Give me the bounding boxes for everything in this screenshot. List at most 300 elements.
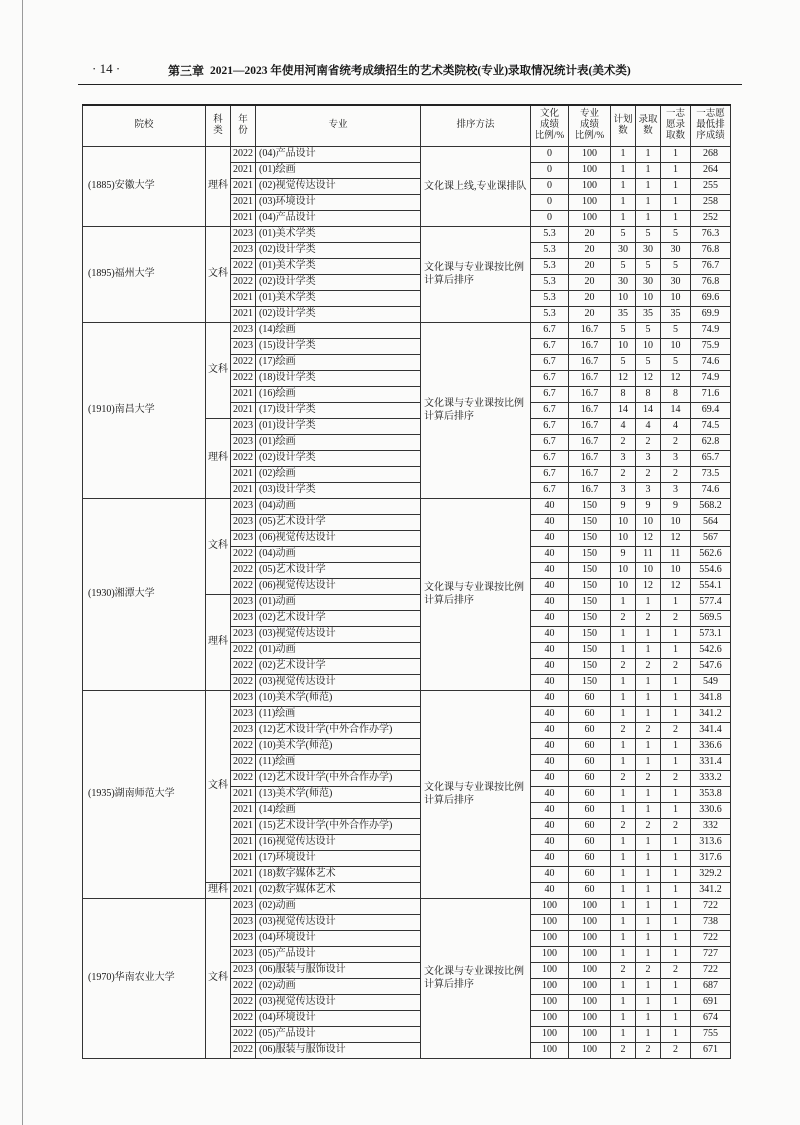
cell-major-ratio: 100 (569, 1010, 611, 1026)
cell-min-score: 738 (691, 914, 731, 930)
cell-major-ratio: 60 (569, 834, 611, 850)
cell-school: (1885)安徽大学 (83, 146, 206, 226)
cell-year: 2021 (231, 402, 256, 418)
cell-admitted: 2 (636, 770, 661, 786)
cell-culture-ratio: 5.3 (531, 274, 569, 290)
cell-major-ratio: 100 (569, 210, 611, 226)
cell-culture-ratio: 40 (531, 866, 569, 882)
cell-plan: 1 (611, 738, 636, 754)
cell-culture-ratio: 40 (531, 818, 569, 834)
header-major-ratio: 专业 成绩 比例/% (569, 105, 611, 146)
cell-admitted: 2 (636, 658, 661, 674)
cell-plan: 1 (611, 146, 636, 162)
cell-first-choice: 2 (661, 658, 691, 674)
cell-admitted: 1 (636, 898, 661, 914)
cell-admitted: 1 (636, 690, 661, 706)
cell-plan: 1 (611, 594, 636, 610)
cell-method: 文化课与专业课按比例计算后排序 (421, 498, 531, 690)
cell-year: 2021 (231, 786, 256, 802)
cell-first-choice: 12 (661, 530, 691, 546)
cell-min-score: 687 (691, 978, 731, 994)
cell-first-choice: 1 (661, 626, 691, 642)
cell-plan: 1 (611, 946, 636, 962)
cell-culture-ratio: 40 (531, 642, 569, 658)
cell-major: (01)动画 (256, 594, 421, 610)
cell-admitted: 11 (636, 546, 661, 562)
cell-plan: 8 (611, 386, 636, 402)
header-year: 年 份 (231, 105, 256, 146)
cell-plan: 1 (611, 754, 636, 770)
cell-major-ratio: 150 (569, 514, 611, 530)
cell-plan: 5 (611, 226, 636, 242)
cell-major-ratio: 16.7 (569, 354, 611, 370)
cell-admitted: 1 (636, 706, 661, 722)
cell-year: 2023 (231, 530, 256, 546)
header-rule (78, 84, 742, 85)
cell-admitted: 5 (636, 258, 661, 274)
cell-major: (11)绘画 (256, 754, 421, 770)
cell-major: (13)美术学(师范) (256, 786, 421, 802)
cell-major: (01)绘画 (256, 162, 421, 178)
cell-admitted: 1 (636, 914, 661, 930)
cell-culture-ratio: 5.3 (531, 290, 569, 306)
cell-category: 理科 (206, 594, 231, 690)
cell-first-choice: 35 (661, 306, 691, 322)
cell-first-choice: 1 (661, 178, 691, 194)
cell-culture-ratio: 40 (531, 770, 569, 786)
cell-year: 2023 (231, 434, 256, 450)
cell-admitted: 1 (636, 178, 661, 194)
cell-first-choice: 2 (661, 1042, 691, 1058)
cell-culture-ratio: 40 (531, 498, 569, 514)
cell-year: 2023 (231, 930, 256, 946)
cell-admitted: 5 (636, 226, 661, 242)
cell-admitted: 2 (636, 962, 661, 978)
cell-year: 2023 (231, 514, 256, 530)
cell-min-score: 74.9 (691, 322, 731, 338)
cell-plan: 3 (611, 482, 636, 498)
cell-admitted: 12 (636, 370, 661, 386)
cell-major: (01)美术学类 (256, 290, 421, 306)
cell-plan: 2 (611, 1042, 636, 1058)
cell-culture-ratio: 40 (531, 786, 569, 802)
page-title: 2021—2023 年使用河南省统考成绩招生的艺术类院校(专业)录取情况统计表(美术类) (210, 65, 631, 77)
cell-major-ratio: 150 (569, 658, 611, 674)
cell-min-score: 549 (691, 674, 731, 690)
cell-year: 2022 (231, 994, 256, 1010)
cell-major-ratio: 100 (569, 898, 611, 914)
table-row (83, 322, 731, 338)
cell-major-ratio: 60 (569, 770, 611, 786)
cell-min-score: 329.2 (691, 866, 731, 882)
cell-year: 2023 (231, 338, 256, 354)
cell-first-choice: 1 (661, 194, 691, 210)
cell-major-ratio: 20 (569, 290, 611, 306)
cell-admitted: 10 (636, 562, 661, 578)
cell-min-score: 573.1 (691, 626, 731, 642)
cell-admitted: 1 (636, 754, 661, 770)
cell-admitted: 1 (636, 1026, 661, 1042)
cell-method: 文化课与专业课按比例计算后排序 (421, 690, 531, 898)
chapter-label: 第三章 (168, 64, 205, 78)
cell-plan: 35 (611, 306, 636, 322)
cell-min-score: 341.2 (691, 882, 731, 898)
cell-major: (02)绘画 (256, 466, 421, 482)
cell-admitted: 2 (636, 818, 661, 834)
cell-first-choice: 1 (661, 898, 691, 914)
cell-first-choice: 5 (661, 322, 691, 338)
cell-year: 2023 (231, 226, 256, 242)
cell-min-score: 569.5 (691, 610, 731, 626)
cell-year: 2022 (231, 146, 256, 162)
cell-major: (02)视觉传达设计 (256, 178, 421, 194)
cell-method: 文化课与专业课按比例计算后排序 (421, 226, 531, 322)
cell-plan: 1 (611, 930, 636, 946)
cell-first-choice: 1 (661, 674, 691, 690)
cell-admitted: 1 (636, 882, 661, 898)
cell-major-ratio: 100 (569, 162, 611, 178)
cell-admitted: 3 (636, 450, 661, 466)
cell-year: 2022 (231, 1026, 256, 1042)
cell-major: (01)动画 (256, 642, 421, 658)
cell-first-choice: 30 (661, 274, 691, 290)
cell-major: (14)绘画 (256, 802, 421, 818)
cell-year: 2023 (231, 946, 256, 962)
cell-plan: 12 (611, 370, 636, 386)
cell-major: (03)视觉传达设计 (256, 674, 421, 690)
cell-plan: 10 (611, 514, 636, 530)
cell-admitted: 30 (636, 274, 661, 290)
cell-major-ratio: 100 (569, 914, 611, 930)
cell-culture-ratio: 40 (531, 514, 569, 530)
cell-min-score: 562.6 (691, 546, 731, 562)
cell-major: (03)环境设计 (256, 194, 421, 210)
cell-culture-ratio: 40 (531, 658, 569, 674)
cell-culture-ratio: 6.7 (531, 338, 569, 354)
cell-year: 2022 (231, 450, 256, 466)
cell-major: (02)动画 (256, 898, 421, 914)
cell-admitted: 1 (636, 850, 661, 866)
cell-plan: 1 (611, 162, 636, 178)
cell-plan: 2 (611, 658, 636, 674)
cell-major-ratio: 150 (569, 578, 611, 594)
cell-year: 2022 (231, 1042, 256, 1058)
cell-min-score: 564 (691, 514, 731, 530)
cell-year: 2022 (231, 274, 256, 290)
cell-year: 2021 (231, 866, 256, 882)
cell-admitted: 4 (636, 418, 661, 434)
cell-major-ratio: 150 (569, 562, 611, 578)
cell-year: 2022 (231, 738, 256, 754)
cell-plan: 1 (611, 626, 636, 642)
cell-major: (05)产品设计 (256, 1026, 421, 1042)
cell-major: (02)设计学类 (256, 242, 421, 258)
cell-major: (03)视觉传达设计 (256, 914, 421, 930)
cell-first-choice: 1 (661, 210, 691, 226)
cell-first-choice: 1 (661, 642, 691, 658)
cell-major-ratio: 60 (569, 786, 611, 802)
cell-year: 2023 (231, 898, 256, 914)
cell-year: 2021 (231, 834, 256, 850)
cell-major-ratio: 150 (569, 498, 611, 514)
cell-culture-ratio: 40 (531, 674, 569, 690)
cell-culture-ratio: 0 (531, 162, 569, 178)
cell-culture-ratio: 100 (531, 930, 569, 946)
cell-admitted: 1 (636, 834, 661, 850)
cell-major-ratio: 60 (569, 738, 611, 754)
cell-category: 文科 (206, 226, 231, 322)
cell-admitted: 1 (636, 626, 661, 642)
cell-plan: 1 (611, 802, 636, 818)
cell-major-ratio: 16.7 (569, 450, 611, 466)
cell-category: 文科 (206, 498, 231, 594)
cell-first-choice: 9 (661, 498, 691, 514)
cell-admitted: 1 (636, 642, 661, 658)
cell-plan: 30 (611, 274, 636, 290)
cell-first-choice: 2 (661, 466, 691, 482)
cell-culture-ratio: 40 (531, 610, 569, 626)
cell-plan: 1 (611, 178, 636, 194)
cell-first-choice: 1 (661, 882, 691, 898)
cell-first-choice: 2 (661, 722, 691, 738)
cell-min-score: 722 (691, 930, 731, 946)
cell-culture-ratio: 40 (531, 530, 569, 546)
cell-min-score: 577.4 (691, 594, 731, 610)
cell-min-score: 691 (691, 994, 731, 1010)
cell-culture-ratio: 0 (531, 178, 569, 194)
cell-admitted: 2 (636, 434, 661, 450)
cell-category: 理科 (206, 418, 231, 498)
cell-admitted: 1 (636, 674, 661, 690)
cell-plan: 2 (611, 610, 636, 626)
cell-major: (03)设计学类 (256, 482, 421, 498)
cell-culture-ratio: 40 (531, 578, 569, 594)
cell-admitted: 5 (636, 322, 661, 338)
cell-major-ratio: 60 (569, 882, 611, 898)
cell-admitted: 1 (636, 946, 661, 962)
cell-min-score: 71.6 (691, 386, 731, 402)
cell-min-score: 75.9 (691, 338, 731, 354)
cell-culture-ratio: 40 (531, 706, 569, 722)
cell-admitted: 1 (636, 594, 661, 610)
cell-major-ratio: 16.7 (569, 338, 611, 354)
cell-major: (17)设计学类 (256, 402, 421, 418)
cell-culture-ratio: 100 (531, 1010, 569, 1026)
cell-year: 2022 (231, 754, 256, 770)
cell-major: (05)艺术设计学 (256, 562, 421, 578)
cell-major-ratio: 16.7 (569, 402, 611, 418)
cell-culture-ratio: 100 (531, 978, 569, 994)
cell-admitted: 12 (636, 578, 661, 594)
cell-admitted: 8 (636, 386, 661, 402)
cell-major: (03)视觉传达设计 (256, 994, 421, 1010)
cell-year: 2023 (231, 626, 256, 642)
cell-admitted: 1 (636, 802, 661, 818)
table-row (83, 498, 731, 514)
cell-admitted: 5 (636, 354, 661, 370)
cell-admitted: 1 (636, 210, 661, 226)
cell-major-ratio: 100 (569, 1042, 611, 1058)
cell-first-choice: 11 (661, 546, 691, 562)
cell-first-choice: 1 (661, 802, 691, 818)
cell-major-ratio: 16.7 (569, 386, 611, 402)
cell-year: 2022 (231, 562, 256, 578)
cell-year: 2021 (231, 882, 256, 898)
cell-plan: 1 (611, 210, 636, 226)
cell-culture-ratio: 0 (531, 210, 569, 226)
header-method: 排序方法 (421, 105, 531, 146)
cell-major: (02)动画 (256, 978, 421, 994)
cell-method: 文化课上线,专业课排队 (421, 146, 531, 226)
cell-school: (1895)福州大学 (83, 226, 206, 322)
cell-year: 2022 (231, 546, 256, 562)
table-row (83, 690, 731, 706)
cell-major: (01)绘画 (256, 434, 421, 450)
cell-culture-ratio: 40 (531, 546, 569, 562)
cell-major-ratio: 150 (569, 610, 611, 626)
cell-plan: 10 (611, 562, 636, 578)
cell-method: 文化课与专业课按比例计算后排序 (421, 322, 531, 498)
cell-admitted: 10 (636, 290, 661, 306)
header-min-score: 一志愿 最低排 序成绩 (691, 105, 731, 146)
cell-first-choice: 5 (661, 226, 691, 242)
cell-major: (06)视觉传达设计 (256, 578, 421, 594)
cell-min-score: 671 (691, 1042, 731, 1058)
cell-plan: 5 (611, 258, 636, 274)
cell-first-choice: 10 (661, 338, 691, 354)
cell-culture-ratio: 6.7 (531, 434, 569, 450)
cell-admitted: 1 (636, 786, 661, 802)
cell-admitted: 1 (636, 930, 661, 946)
cell-culture-ratio: 100 (531, 994, 569, 1010)
cell-plan: 14 (611, 402, 636, 418)
cell-min-score: 547.6 (691, 658, 731, 674)
cell-major: (15)设计学类 (256, 338, 421, 354)
cell-year: 2021 (231, 162, 256, 178)
page-number: · 14 · (92, 61, 121, 76)
cell-plan: 10 (611, 530, 636, 546)
cell-plan: 5 (611, 322, 636, 338)
cell-major: (10)美术学(师范) (256, 690, 421, 706)
cell-major: (04)动画 (256, 546, 421, 562)
cell-year: 2021 (231, 290, 256, 306)
cell-first-choice: 1 (661, 930, 691, 946)
cell-min-score: 341.2 (691, 706, 731, 722)
cell-culture-ratio: 100 (531, 914, 569, 930)
cell-plan: 1 (611, 866, 636, 882)
cell-first-choice: 1 (661, 914, 691, 930)
cell-year: 2021 (231, 386, 256, 402)
cell-major-ratio: 20 (569, 242, 611, 258)
cell-major-ratio: 100 (569, 978, 611, 994)
cell-min-score: 567 (691, 530, 731, 546)
cell-min-score: 65.7 (691, 450, 731, 466)
cell-plan: 1 (611, 850, 636, 866)
cell-culture-ratio: 5.3 (531, 258, 569, 274)
header-plan: 计划 数 (611, 105, 636, 146)
cell-culture-ratio: 40 (531, 690, 569, 706)
cell-min-score: 542.6 (691, 642, 731, 658)
cell-first-choice: 30 (661, 242, 691, 258)
cell-year: 2023 (231, 722, 256, 738)
cell-year: 2021 (231, 194, 256, 210)
cell-major: (17)环境设计 (256, 850, 421, 866)
table-row (83, 226, 731, 242)
cell-major-ratio: 60 (569, 818, 611, 834)
cell-plan: 1 (611, 834, 636, 850)
cell-culture-ratio: 100 (531, 946, 569, 962)
cell-first-choice: 1 (661, 690, 691, 706)
cell-category: 理科 (206, 146, 231, 226)
cell-min-score: 258 (691, 194, 731, 210)
cell-major-ratio: 16.7 (569, 322, 611, 338)
cell-culture-ratio: 40 (531, 834, 569, 850)
header-first-choice: 一志 愿录 取数 (661, 105, 691, 146)
cell-first-choice: 1 (661, 706, 691, 722)
cell-major-ratio: 150 (569, 642, 611, 658)
cell-major-ratio: 60 (569, 754, 611, 770)
cell-year: 2021 (231, 482, 256, 498)
cell-year: 2023 (231, 418, 256, 434)
cell-min-score: 331.4 (691, 754, 731, 770)
cell-first-choice: 1 (661, 866, 691, 882)
cell-school: (1910)南昌大学 (83, 322, 206, 498)
cell-year: 2022 (231, 354, 256, 370)
cell-culture-ratio: 100 (531, 898, 569, 914)
cell-min-score: 727 (691, 946, 731, 962)
page-edge-line (22, 0, 23, 1125)
cell-major-ratio: 16.7 (569, 466, 611, 482)
cell-first-choice: 12 (661, 370, 691, 386)
cell-min-score: 74.5 (691, 418, 731, 434)
cell-min-score: 568.2 (691, 498, 731, 514)
cell-major-ratio: 60 (569, 850, 611, 866)
cell-major-ratio: 150 (569, 530, 611, 546)
cell-admitted: 2 (636, 610, 661, 626)
cell-year: 2021 (231, 466, 256, 482)
cell-major: (16)视觉传达设计 (256, 834, 421, 850)
cell-major-ratio: 16.7 (569, 434, 611, 450)
cell-culture-ratio: 6.7 (531, 402, 569, 418)
cell-plan: 4 (611, 418, 636, 434)
cell-major: (05)产品设计 (256, 946, 421, 962)
cell-year: 2022 (231, 370, 256, 386)
cell-admitted: 2 (636, 722, 661, 738)
cell-school: (1970)华南农业大学 (83, 898, 206, 1058)
cell-year: 2023 (231, 690, 256, 706)
cell-year: 2023 (231, 498, 256, 514)
cell-min-score: 353.8 (691, 786, 731, 802)
cell-major-ratio: 20 (569, 258, 611, 274)
cell-first-choice: 4 (661, 418, 691, 434)
cell-plan: 9 (611, 546, 636, 562)
cell-culture-ratio: 6.7 (531, 418, 569, 434)
cell-culture-ratio: 40 (531, 562, 569, 578)
cell-major-ratio: 100 (569, 194, 611, 210)
cell-culture-ratio: 6.7 (531, 386, 569, 402)
header-culture-ratio: 文化 成绩 比例/% (531, 105, 569, 146)
cell-first-choice: 5 (661, 258, 691, 274)
cell-major-ratio: 20 (569, 306, 611, 322)
cell-major: (18)数字媒体艺术 (256, 866, 421, 882)
cell-year: 2022 (231, 978, 256, 994)
cell-min-score: 341.4 (691, 722, 731, 738)
cell-major: (01)美术学类 (256, 226, 421, 242)
cell-major: (03)视觉传达设计 (256, 626, 421, 642)
cell-year: 2022 (231, 1010, 256, 1026)
cell-min-score: 268 (691, 146, 731, 162)
cell-major: (11)绘画 (256, 706, 421, 722)
